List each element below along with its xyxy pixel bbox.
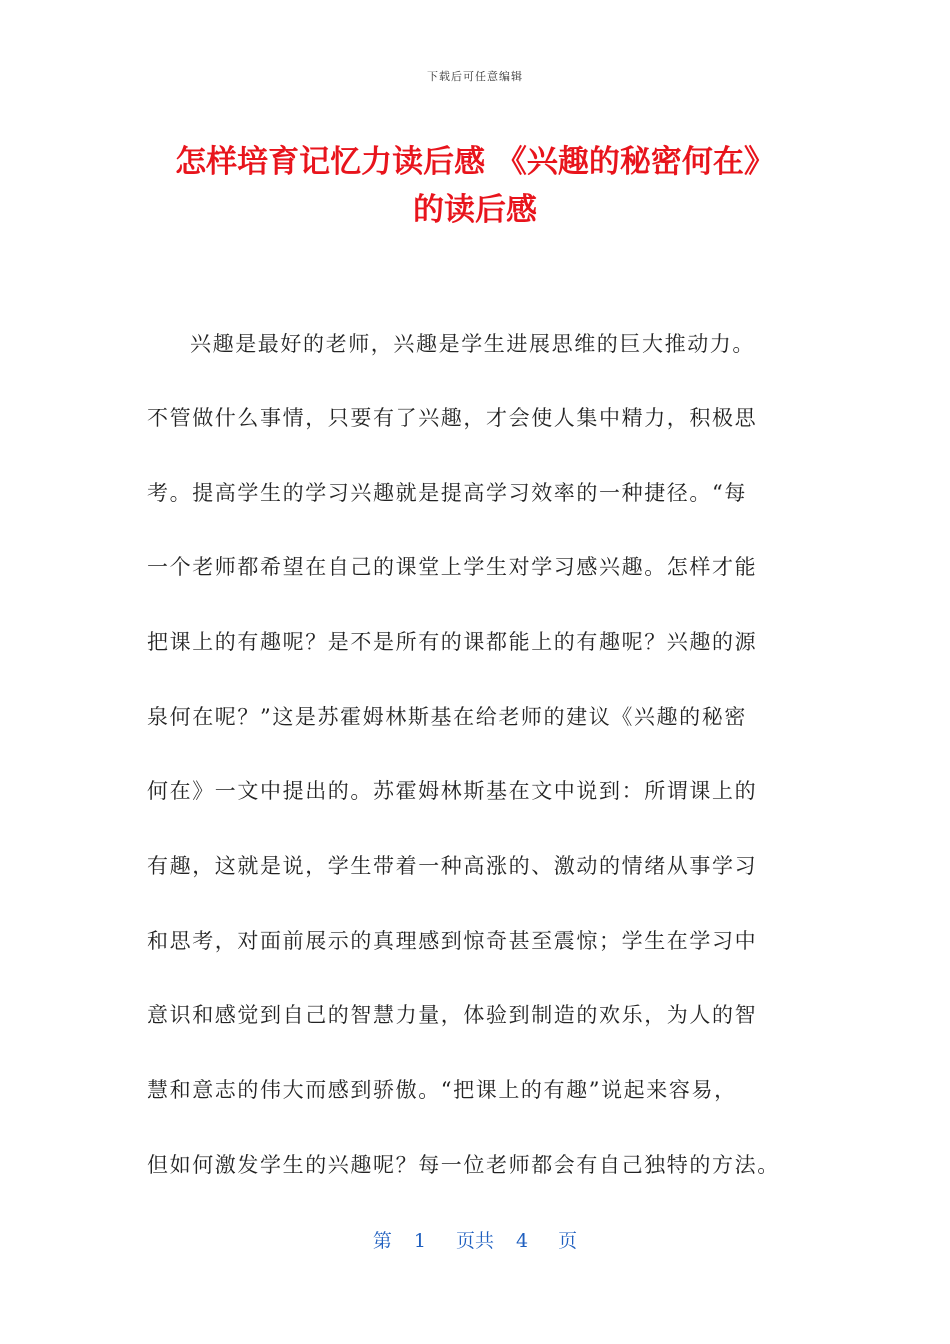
body-line: 慧和意志的伟大而感到骄傲。“把课上的有趣”说起来容易， (147, 1078, 737, 1102)
title-line-1: 怎样培育记忆力读后感 《兴趣的秘密何在》 (175, 144, 775, 180)
body-line: 和思考，对面前展示的真理感到惊奇甚至震惊；学生在学习中 (147, 929, 758, 953)
body-line: 何在》一文中提出的。苏霍姆林斯基在文中说到：所谓课上的 (147, 779, 758, 803)
body-line: 但如何激发学生的兴趣呢？每一位老师都会有自己独特的方法。 (147, 1153, 780, 1177)
footer-prefix: 第 (372, 1230, 392, 1252)
total-pages-number: 4 (516, 1230, 529, 1252)
body-line: 有趣，这就是说，学生带着一种高涨的、激动的情绪从事学习 (147, 854, 758, 878)
page-number-footer (0, 1226, 950, 1253)
body-line: 不管做什么事情，只要有了兴趣，才会使人集中精力，积极思 (147, 406, 758, 430)
body-line: 兴趣是最好的老师，兴趣是学生进展思维的巨大推动力。 (190, 332, 755, 356)
body-line: 意识和感觉到自己的智慧力量，体验到制造的欢乐，为人的智 (147, 1003, 758, 1027)
footer-suffix: 页 (558, 1230, 578, 1252)
title-line-2: 的读后感 (413, 192, 537, 228)
header-note: 下载后可任意编辑 (427, 70, 523, 83)
body-line: 把课上的有趣呢？是不是所有的课都能上的有趣呢？兴趣的源 (147, 630, 758, 654)
footer-middle: 页共 (455, 1230, 494, 1252)
body-line: 一个老师都希望在自己的课堂上学生对学习感兴趣。怎样才能 (147, 555, 758, 579)
body-line: 考。提高学生的学习兴趣就是提高学习效率的一种捷径。“每 (147, 481, 747, 505)
document-title (120, 138, 830, 234)
current-page-number: 1 (413, 1230, 426, 1252)
body-line: 泉何在呢？”这是苏霍姆林斯基在给老师的建议《兴趣的秘密 (147, 705, 747, 729)
